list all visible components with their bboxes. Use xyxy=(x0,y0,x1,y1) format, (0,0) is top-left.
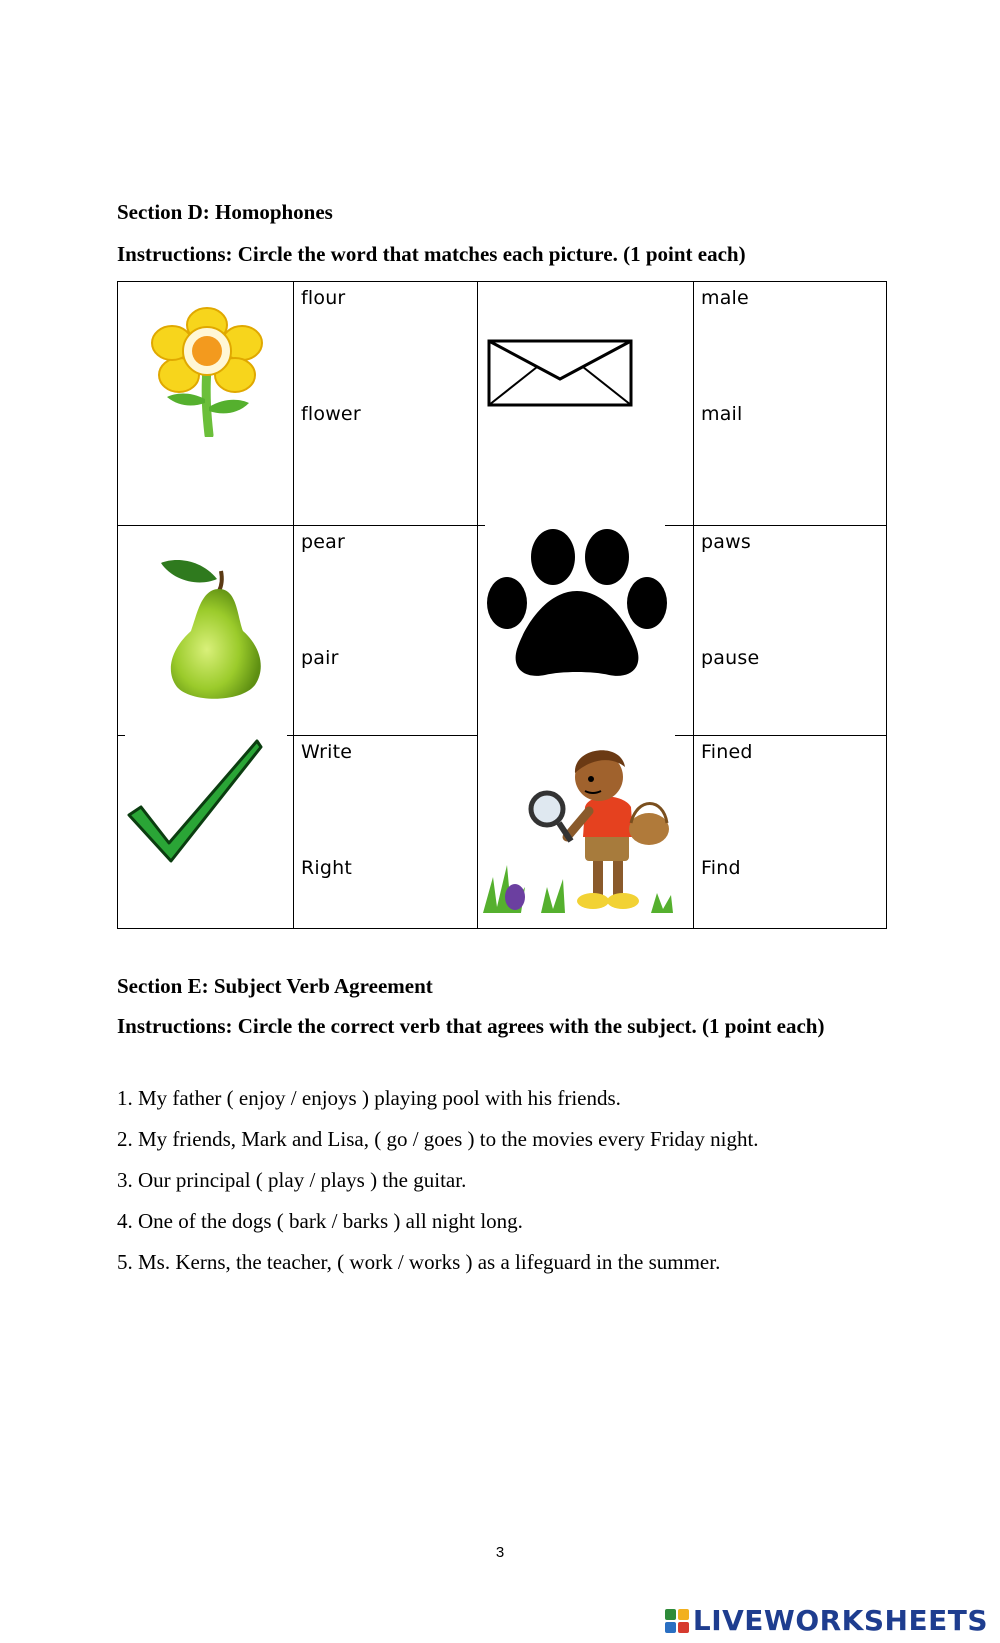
brand-name: LIVEWORKSHEETS xyxy=(692,1604,988,1637)
list-item: 5. Ms. Kerns, the teacher, ( work / works ) as a lifeguard in the summer. xyxy=(117,1250,721,1274)
checkmark-icon xyxy=(125,737,265,865)
list-item: 3. Our principal ( play / plays ) the guitar. xyxy=(117,1168,467,1192)
word-option[interactable]: flower xyxy=(301,403,361,425)
word-option[interactable]: mail xyxy=(701,403,743,425)
list-item: 1. My father ( enjoy / enjoys ) playing pool with his friends. xyxy=(117,1086,621,1110)
section-e-instructions: Instructions: Circle the correct verb that agrees with the subject. (1 point each) xyxy=(117,1014,825,1038)
homophones-table xyxy=(117,281,887,929)
word-option[interactable]: pear xyxy=(301,531,346,553)
section-d-instructions: Instructions: Circle the word that matches each picture. (1 point each) xyxy=(117,242,746,266)
flower-icon xyxy=(145,307,267,437)
envelope-icon xyxy=(487,339,633,409)
word-option[interactable]: flour xyxy=(301,287,346,309)
word-option[interactable]: Fined xyxy=(701,741,753,763)
section-d-heading: Section D: Homophones xyxy=(117,200,333,224)
list-item: 2. My friends, Mark and Lisa, ( go / goes ) to the movies every Friday night. xyxy=(117,1127,759,1151)
boy-with-magnifying-glass-icon xyxy=(481,737,679,917)
liveworksheets-logo-icon xyxy=(665,1609,689,1633)
word-option[interactable]: paws xyxy=(701,531,751,553)
word-option[interactable]: male xyxy=(701,287,749,309)
word-option[interactable]: pause xyxy=(701,647,760,669)
page-number: 3 xyxy=(495,1544,505,1561)
word-option[interactable]: Write xyxy=(301,741,353,763)
pear-icon xyxy=(157,553,267,701)
brand-logo xyxy=(665,1604,988,1637)
word-option[interactable]: Right xyxy=(301,857,353,879)
word-option[interactable]: pair xyxy=(301,647,339,669)
word-option[interactable]: Find xyxy=(701,857,741,879)
section-e-heading: Section E: Subject Verb Agreement xyxy=(117,974,433,998)
paw-print-icon xyxy=(485,525,669,689)
list-item: 4. One of the dogs ( bark / barks ) all night long. xyxy=(117,1209,523,1233)
